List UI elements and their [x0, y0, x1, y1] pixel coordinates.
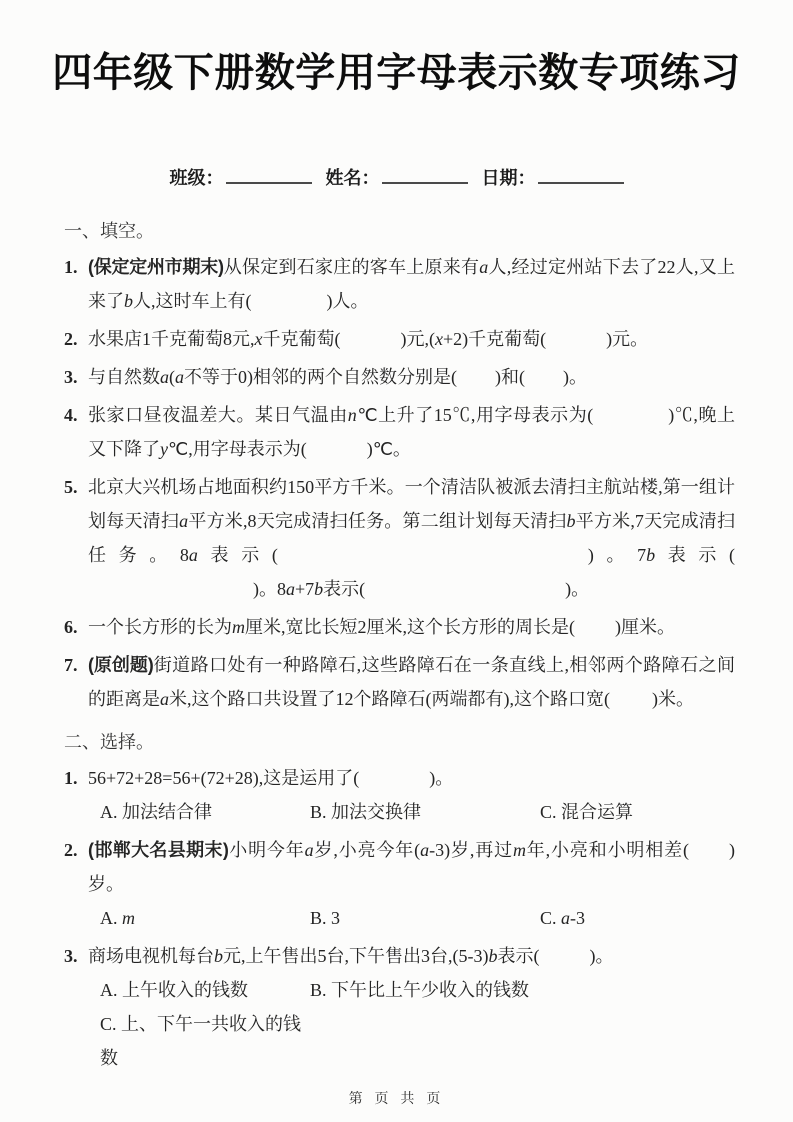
- answer-blank: [525, 382, 563, 383]
- text-segment: 表示(: [497, 946, 540, 966]
- question-text: [88, 477, 735, 599]
- options-row: [88, 795, 735, 829]
- worksheet-section: [64, 725, 735, 1075]
- math-variable: a: [179, 511, 189, 531]
- text-segment: )厘米。: [615, 617, 675, 637]
- text-segment: 水果店1千克葡萄8元,: [88, 329, 255, 349]
- info-field-label: 日期：: [481, 168, 536, 188]
- text-segment: )人。: [326, 291, 369, 311]
- question-number: 5.: [64, 477, 78, 497]
- option: [310, 901, 540, 935]
- option: [100, 901, 310, 935]
- answer-blank: [457, 382, 495, 383]
- option: [100, 1007, 310, 1075]
- text-segment: (: [169, 367, 175, 387]
- answer-blank: [365, 594, 565, 595]
- text-segment: +2)千克葡萄(: [443, 329, 547, 349]
- text-segment: +7: [295, 579, 315, 599]
- text-segment: 元,上午售出5台,下午售出3台,(5-3): [223, 946, 489, 966]
- question-number: 6.: [64, 617, 78, 637]
- math-variable: b: [124, 291, 133, 311]
- options-row: [88, 901, 735, 935]
- math-variable: m: [232, 617, 245, 637]
- question-item: [64, 360, 735, 394]
- text-segment: 年,小亮和小明相差(: [525, 840, 690, 860]
- worksheet-section: [64, 214, 735, 716]
- option: [540, 901, 585, 935]
- page-title: 四年级下册数学用字母表示数专项练习: [52, 51, 741, 95]
- text-segment: C. 上、下午一共收入的钱数: [100, 1014, 302, 1068]
- text-segment: 表示(: [655, 545, 736, 565]
- option: [100, 973, 310, 1007]
- math-variable: a: [175, 367, 184, 387]
- math-variable: a: [561, 908, 571, 928]
- question-number: 1.: [64, 257, 78, 277]
- math-variable: x: [435, 329, 443, 349]
- option: [100, 795, 310, 829]
- source-tag: (邯郸大名县期末): [88, 840, 229, 860]
- answer-blank: [88, 594, 253, 595]
- text-segment: A. 加法结合律: [100, 802, 212, 822]
- math-variable: n: [347, 405, 357, 425]
- text-segment: B. 下午比上午少收入的钱数: [310, 980, 530, 1000]
- source-tag: (原创题): [88, 655, 154, 675]
- info-field-label: 姓名：: [325, 168, 380, 188]
- math-variable: b: [214, 946, 223, 966]
- text-segment: 人,这时车上有(: [133, 291, 252, 311]
- answer-blank: [689, 855, 729, 856]
- text-segment: 张家口昼夜温差大。某日气温由: [88, 405, 348, 425]
- text-segment: )。: [563, 367, 587, 387]
- text-segment: 平方米,8天完成清扫任务。第二组计划每天清扫: [188, 511, 567, 531]
- answer-blank: [307, 454, 367, 455]
- option: [310, 795, 540, 829]
- question-number: 7.: [64, 655, 78, 675]
- option: [540, 795, 633, 829]
- question-text: [88, 946, 613, 966]
- question-item: [64, 398, 735, 466]
- text-segment: )。8: [253, 579, 286, 599]
- question-text: [88, 405, 735, 459]
- answer-blank: [539, 961, 589, 962]
- question-text: [88, 329, 648, 349]
- math-variable: a: [188, 545, 198, 565]
- math-variable: a: [420, 840, 430, 860]
- question-item: [64, 833, 735, 935]
- question-text: [88, 617, 675, 637]
- text-segment: 从保定到石家庄的客车上原来有: [223, 257, 480, 277]
- text-segment: 岁,小亮今年(: [313, 840, 421, 860]
- question-text: [88, 768, 453, 788]
- info-blank-line: [226, 170, 312, 184]
- question-number: 4.: [64, 405, 78, 425]
- answer-blank: [359, 783, 429, 784]
- question-item: [64, 761, 735, 829]
- question-number: 3.: [64, 946, 78, 966]
- question-text: [88, 367, 587, 387]
- text-segment: )。: [565, 579, 590, 599]
- text-segment: )。7: [587, 545, 647, 565]
- math-variable: b: [646, 545, 656, 565]
- options-row: [88, 973, 735, 1007]
- question-number: 2.: [64, 840, 78, 860]
- worksheet-body: [64, 214, 735, 1075]
- text-segment: 商场电视机每台: [88, 946, 214, 966]
- student-info-line: [0, 164, 793, 190]
- answer-blank: [252, 306, 327, 307]
- math-variable: b: [488, 946, 498, 966]
- text-segment: 米,这个路口共设置了12个路障石(两端都有),这个路口宽(: [169, 689, 610, 709]
- info-blank-line: [382, 170, 468, 184]
- text-segment: -3)岁,再过: [429, 840, 513, 860]
- text-segment: 平方米,7天完成清扫任务。8: [88, 511, 736, 565]
- text-segment: 街道路口处有一种路障石,这些路障石在一条直线上,相邻两个路障石之间的距离是: [88, 655, 735, 709]
- math-variable: m: [122, 908, 135, 928]
- text-segment: A.: [100, 908, 122, 928]
- text-segment: 小明今年: [228, 840, 305, 860]
- question-text: [88, 655, 735, 709]
- info-field: [170, 164, 312, 190]
- text-segment: B. 加法交换律: [310, 802, 422, 822]
- page-footer: 第 页 共 页: [348, 1090, 445, 1106]
- options-row: [88, 1007, 735, 1075]
- text-segment: 北京大兴机场占地面积约150平方千米。一个清洁队被派去清扫主航站楼,第一组计划每天清扫: [88, 477, 735, 531]
- info-blank-line: [538, 170, 624, 184]
- text-segment: A. 上午收入的钱数: [100, 980, 248, 1000]
- info-field-label: 班级：: [169, 168, 224, 188]
- text-segment: 厘米,宽比长短2厘米,这个长方形的周长是(: [245, 617, 575, 637]
- text-segment: 表示(: [323, 579, 366, 599]
- source-tag: (保定定州市期末): [88, 257, 224, 277]
- math-variable: y: [160, 439, 168, 459]
- question-item: [64, 322, 735, 356]
- option: [310, 973, 540, 1007]
- math-variable: a: [479, 257, 489, 277]
- math-variable: a: [286, 579, 295, 599]
- text-segment: )元。: [606, 329, 649, 349]
- question-item: [64, 610, 735, 644]
- text-segment: C.: [540, 908, 562, 928]
- section-heading: 二、选择。: [64, 732, 154, 752]
- math-variable: x: [254, 329, 263, 349]
- text-segment: )元,(: [400, 329, 435, 349]
- section-heading: 一、填空。: [64, 221, 154, 241]
- answer-blank: [546, 344, 606, 345]
- question-number: 1.: [64, 768, 78, 788]
- text-segment: 一个长方形的长为: [88, 617, 232, 637]
- text-segment: ℃,用字母表示为(: [168, 439, 307, 459]
- question-item: [64, 470, 735, 606]
- question-item: [64, 250, 735, 318]
- answer-blank: [278, 560, 588, 561]
- text-segment: )℃,晚上又下降了: [88, 405, 735, 459]
- question-number: 3.: [64, 367, 78, 387]
- info-field: [482, 164, 624, 190]
- math-variable: a: [160, 689, 169, 709]
- text-segment: )和(: [495, 367, 525, 387]
- text-segment: )岁。: [88, 840, 736, 894]
- answer-blank: [593, 420, 668, 421]
- text-segment: 千克葡萄(: [262, 329, 341, 349]
- text-segment: 人,经过定州站下去了22人,又上来了: [88, 257, 735, 311]
- math-variable: b: [566, 511, 576, 531]
- math-variable: a: [304, 840, 314, 860]
- math-variable: b: [314, 579, 324, 599]
- text-segment: )米。: [651, 689, 694, 709]
- text-segment: )。: [589, 946, 614, 966]
- math-variable: a: [160, 367, 169, 387]
- text-segment: 表示(: [197, 545, 278, 565]
- answer-blank: [341, 344, 401, 345]
- text-segment: 56+72+28=56+(72+28),这是运用了(: [88, 768, 360, 788]
- question-item: [64, 648, 735, 716]
- text-segment: )℃。: [366, 439, 411, 459]
- question-text: [88, 257, 735, 311]
- question-item: [64, 939, 735, 1075]
- text-segment: -3: [570, 908, 586, 928]
- text-segment: C. 混合运算: [540, 802, 634, 822]
- question-number: 2.: [64, 329, 78, 349]
- answer-blank: [575, 632, 615, 633]
- text-segment: 不等于0)相邻的两个自然数分别是(: [184, 367, 457, 387]
- text-segment: 与自然数: [88, 367, 160, 387]
- question-text: [88, 840, 735, 894]
- info-field: [326, 164, 468, 190]
- answer-blank: [610, 704, 652, 705]
- text-segment: ℃上升了15℃,用字母表示为(: [356, 405, 594, 425]
- text-segment: )。: [429, 768, 454, 788]
- math-variable: m: [512, 840, 526, 860]
- text-segment: B. 3: [310, 908, 341, 928]
